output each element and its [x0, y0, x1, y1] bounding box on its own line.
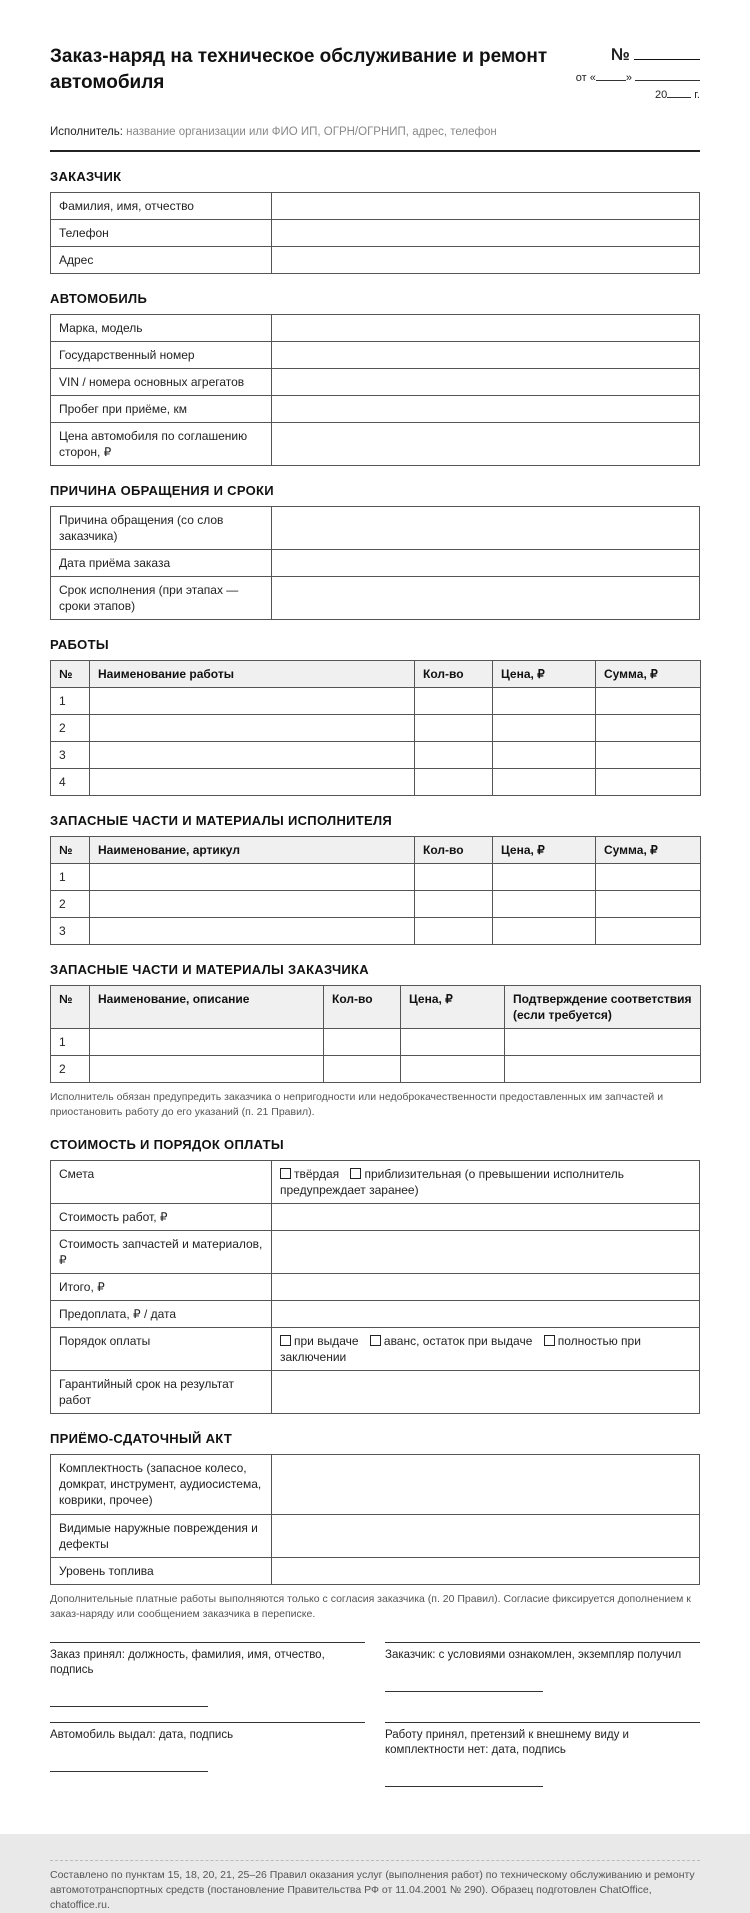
- row-number: 2: [51, 715, 90, 742]
- section-title-parts-executor: ЗАПАСНЫЕ ЧАСТИ И МАТЕРИАЛЫ ИСПОЛНИТЕЛЯ: [50, 813, 393, 828]
- pay-full-label: полностью при заключении: [280, 1334, 641, 1364]
- table-row: [51, 1558, 700, 1585]
- row-number: 2: [51, 1056, 90, 1083]
- conformity-cell[interactable]: [505, 1056, 701, 1083]
- parts-executor-table: [50, 836, 701, 945]
- number-blank: [634, 46, 700, 60]
- sig-order-accepted-line[interactable]: [50, 1706, 208, 1707]
- qty-cell[interactable]: [324, 1056, 401, 1083]
- car-plate-label: Государственный номер: [51, 342, 272, 369]
- table-row: [51, 1029, 701, 1056]
- day-blank: [596, 70, 626, 81]
- table-row: [51, 507, 700, 550]
- table-row: [51, 1274, 700, 1301]
- col-header-number: №: [51, 661, 90, 688]
- payment-table: [50, 1160, 700, 1414]
- works-table: [50, 660, 701, 796]
- sum-cell[interactable]: [596, 688, 701, 715]
- row-number: 3: [51, 742, 90, 769]
- col-header-price: Цена, ₽: [493, 837, 596, 864]
- table-row: [51, 1204, 700, 1231]
- reason-field[interactable]: [272, 507, 700, 550]
- col-header-conformity: Подтверждение соответствия (если требуется): [505, 986, 701, 1029]
- table-row: [51, 1455, 700, 1515]
- price-cell[interactable]: [401, 1056, 505, 1083]
- warranty-field[interactable]: [272, 1371, 700, 1414]
- executor-line: [50, 126, 700, 138]
- car-model-label: Марка, модель: [51, 315, 272, 342]
- pay-full-checkbox[interactable]: [544, 1335, 555, 1346]
- table-row: [51, 918, 701, 945]
- estimate-approx-label: приблизительная (о превышении исполнитель предупреждает заранее): [280, 1167, 624, 1197]
- payment-order-options: [272, 1328, 700, 1371]
- parts-customer-note: Исполнитель обязан предупредить заказчика о непригодности или недоброкачественности предоставленных им запчастей и приостановить работу до его указаний (п. 21 Правил).: [50, 1091, 664, 1118]
- table-row: [51, 688, 701, 715]
- price-cell[interactable]: [493, 769, 596, 796]
- price-cell[interactable]: [493, 891, 596, 918]
- col-header-qty: Кол-во: [415, 661, 493, 688]
- month-blank: [635, 70, 700, 81]
- deadline-label: Срок исполнения (при этапах — сроки этапов): [51, 577, 272, 620]
- total-field[interactable]: [272, 1274, 700, 1301]
- table-row: [51, 423, 700, 466]
- car-mileage-label: Пробег при приёме, км: [51, 396, 272, 423]
- customer-fio-field[interactable]: [272, 193, 700, 220]
- order-date-field[interactable]: [272, 550, 700, 577]
- table-row: [51, 315, 700, 342]
- price-cell[interactable]: [493, 688, 596, 715]
- col-header-sum: Сумма, ₽: [596, 837, 701, 864]
- car-vin-label: VIN / номера основных агрегатов: [51, 369, 272, 396]
- estimate-firm-checkbox[interactable]: [280, 1168, 291, 1179]
- sum-cell[interactable]: [596, 742, 701, 769]
- table-row: [51, 891, 701, 918]
- col-header-number: №: [51, 986, 90, 1029]
- customer-phone-field[interactable]: [272, 220, 700, 247]
- section-title-act: ПРИЁМО-СДАТОЧНЫЙ АКТ: [50, 1431, 233, 1446]
- act-table: [50, 1454, 700, 1585]
- pay-on-delivery-checkbox[interactable]: [280, 1335, 291, 1346]
- order-year: [550, 87, 700, 102]
- table-row: [51, 342, 700, 369]
- customer-address-label: Адрес: [51, 247, 272, 274]
- table-row: [51, 396, 700, 423]
- header-divider: [50, 150, 700, 152]
- parts-cost-label: Стоимость запчастей и материалов, ₽: [51, 1231, 272, 1274]
- description-cell[interactable]: [90, 1029, 324, 1056]
- order-date-label: Дата приёма заказа: [51, 550, 272, 577]
- works-cost-label: Стоимость работ, ₽: [51, 1204, 272, 1231]
- executor-placeholder: название организации или ФИО ИП, ОГРН/ОГРНИП, адрес, телефон: [126, 126, 497, 138]
- document-header: [50, 44, 700, 114]
- estimate-firm-label: твёрдая: [294, 1167, 340, 1181]
- sum-cell[interactable]: [596, 769, 701, 796]
- customer-fio-label: Фамилия, имя, отчество: [51, 193, 272, 220]
- pay-advance-checkbox[interactable]: [370, 1335, 381, 1346]
- prepayment-field[interactable]: [272, 1301, 700, 1328]
- table-row: [51, 769, 701, 796]
- qty-cell[interactable]: [324, 1029, 401, 1056]
- section-title-works: РАБОТЫ: [50, 637, 109, 652]
- sum-cell[interactable]: [596, 891, 701, 918]
- table-row: [51, 550, 700, 577]
- parts-customer-table: [50, 985, 701, 1083]
- sig-car-issued: Автомобиль выдал: дата, подпись: [50, 1722, 365, 1743]
- total-label: Итого, ₽: [51, 1274, 272, 1301]
- row-number: 2: [51, 891, 90, 918]
- executor-label: Исполнитель:: [50, 126, 123, 138]
- customer-table: [50, 192, 700, 274]
- order-date: [550, 70, 700, 85]
- table-header-row: [51, 986, 701, 1029]
- table-row: [51, 1515, 700, 1558]
- row-number: 4: [51, 769, 90, 796]
- car-price-label: Цена автомобиля по соглашению сторон, ₽: [51, 423, 272, 466]
- price-cell[interactable]: [493, 715, 596, 742]
- sum-cell[interactable]: [596, 715, 701, 742]
- qty-cell[interactable]: [415, 864, 493, 891]
- table-header-row: [51, 661, 701, 688]
- damages-field[interactable]: [272, 1515, 700, 1558]
- work-name-cell[interactable]: [90, 769, 415, 796]
- qty-cell[interactable]: [415, 742, 493, 769]
- sig-car-issued-line[interactable]: [50, 1771, 208, 1772]
- car-mileage-field[interactable]: [272, 396, 700, 423]
- order-number: [550, 44, 700, 66]
- document-title: Заказ-наряд на техническое обслуживание и ремонт автомобиля: [50, 46, 548, 93]
- signatures-block: [50, 1630, 700, 1852]
- part-name-cell[interactable]: [90, 864, 415, 891]
- sig-customer-agree-line[interactable]: [385, 1691, 543, 1692]
- customer-address-field[interactable]: [272, 247, 700, 274]
- table-header-row: [51, 837, 701, 864]
- section-title-reason: ПРИЧИНА ОБРАЩЕНИЯ И СРОКИ: [50, 483, 274, 498]
- number-sign: №: [611, 45, 630, 64]
- col-header-part-name: Наименование, артикул: [90, 837, 415, 864]
- work-name-cell[interactable]: [90, 742, 415, 769]
- qty-cell[interactable]: [415, 769, 493, 796]
- date-quote-close: »: [625, 72, 632, 84]
- section-title-payment: СТОИМОСТЬ И ПОРЯДОК ОПЛАТЫ: [50, 1137, 284, 1152]
- col-header-price: Цена, ₽: [401, 986, 505, 1029]
- col-header-price: Цена, ₽: [493, 661, 596, 688]
- works-cost-field[interactable]: [272, 1204, 700, 1231]
- table-row: [51, 864, 701, 891]
- sum-cell[interactable]: [596, 918, 701, 945]
- col-header-sum: Сумма, ₽: [596, 661, 701, 688]
- prepayment-label: Предоплата, ₽ / дата: [51, 1301, 272, 1328]
- col-header-qty: Кол-во: [324, 986, 401, 1029]
- estimate-options: [272, 1161, 700, 1204]
- table-row: [51, 247, 700, 274]
- year-prefix: 20: [654, 89, 668, 101]
- price-cell[interactable]: [493, 742, 596, 769]
- table-row: [51, 220, 700, 247]
- deadline-field[interactable]: [272, 577, 700, 620]
- part-name-cell[interactable]: [90, 918, 415, 945]
- customer-phone-label: Телефон: [51, 220, 272, 247]
- reason-table: [50, 506, 700, 620]
- qty-cell[interactable]: [415, 715, 493, 742]
- section-title-parts-customer: ЗАПАСНЫЕ ЧАСТИ И МАТЕРИАЛЫ ЗАКАЗЧИКА: [50, 962, 369, 977]
- section-title-customer: ЗАКАЗЧИК: [50, 169, 122, 184]
- section-title-car: АВТОМОБИЛЬ: [50, 291, 148, 306]
- table-row: [51, 715, 701, 742]
- damages-label: Видимые наружные повреждения и дефекты: [51, 1515, 272, 1558]
- car-model-field[interactable]: [272, 315, 700, 342]
- pay-on-delivery-label: при выдаче: [294, 1334, 359, 1348]
- table-row: [51, 1301, 700, 1328]
- row-number: 1: [51, 1029, 90, 1056]
- row-number: 1: [51, 864, 90, 891]
- act-note: Дополнительные платные работы выполняются только с согласия заказчика (п. 20 Правил). Согласие фиксируется дополнением к заказ-наряду или сообщением заказчика в переписке.: [50, 1593, 691, 1620]
- price-cell[interactable]: [401, 1029, 505, 1056]
- col-header-work-name: Наименование работы: [90, 661, 415, 688]
- row-number: 3: [51, 918, 90, 945]
- reason-label: Причина обращения (со слов заказчика): [51, 507, 272, 550]
- fuel-level-field[interactable]: [272, 1558, 700, 1585]
- part-name-cell[interactable]: [90, 891, 415, 918]
- warranty-label: Гарантийный срок на результат работ: [51, 1371, 272, 1414]
- date-from-label: от «: [575, 72, 596, 84]
- car-plate-field[interactable]: [272, 342, 700, 369]
- work-name-cell[interactable]: [90, 688, 415, 715]
- qty-cell[interactable]: [415, 891, 493, 918]
- description-cell[interactable]: [90, 1056, 324, 1083]
- table-row: [51, 1328, 700, 1371]
- car-table: [50, 314, 700, 466]
- payment-order-label: Порядок оплаты: [51, 1328, 272, 1371]
- year-suffix: г.: [694, 89, 700, 101]
- car-price-field[interactable]: [272, 423, 700, 466]
- document-content: [50, 44, 700, 1913]
- row-number: 1: [51, 688, 90, 715]
- estimate-label: Смета: [51, 1161, 272, 1204]
- pay-advance-label: аванс, остаток при выдаче: [383, 1334, 533, 1348]
- document-footer: Составлено по пунктам 15, 18, 20, 21, 25–26 Правил оказания услуг (выполнения работ) по техническому обслуживанию и ремонту автомототранспортных средств (постановление Правительства РФ от 11.04.2001 № 290). Образец подготовлен ChatOffice, chatoffice.ru.: [50, 1860, 700, 1913]
- sig-customer-agree: Заказчик: с условиями ознакомлен, экземпляр получил: [385, 1642, 700, 1663]
- qty-cell[interactable]: [415, 688, 493, 715]
- completeness-field[interactable]: [272, 1455, 700, 1515]
- work-name-cell[interactable]: [90, 715, 415, 742]
- car-vin-field[interactable]: [272, 369, 700, 396]
- col-header-qty: Кол-во: [415, 837, 493, 864]
- sig-order-accepted: Заказ принял: должность, фамилия, имя, отчество, подпись: [50, 1642, 365, 1678]
- table-row: [51, 1056, 701, 1083]
- parts-cost-field[interactable]: [272, 1231, 700, 1274]
- conformity-cell[interactable]: [505, 1029, 701, 1056]
- completeness-label: Комплектность (запасное колесо, домкрат, инструмент, аудиосистема, коврики, прочее): [51, 1455, 272, 1515]
- order-number-block: [550, 44, 700, 102]
- qty-cell[interactable]: [415, 918, 493, 945]
- col-header-number: №: [51, 837, 90, 864]
- sig-work-accepted-line[interactable]: [385, 1786, 543, 1787]
- table-row: [51, 369, 700, 396]
- price-cell[interactable]: [493, 864, 596, 891]
- estimate-approx-checkbox[interactable]: [350, 1168, 361, 1179]
- price-cell[interactable]: [493, 918, 596, 945]
- sum-cell[interactable]: [596, 864, 701, 891]
- table-row: [51, 1161, 700, 1204]
- table-row: [51, 193, 700, 220]
- fuel-level-label: Уровень топлива: [51, 1558, 272, 1585]
- sig-work-accepted: Работу принял, претензий к внешнему виду и комплектности нет: дата, подпись: [385, 1722, 700, 1758]
- table-row: [51, 742, 701, 769]
- table-row: [51, 1371, 700, 1414]
- year-blank: [667, 87, 691, 98]
- col-header-description: Наименование, описание: [90, 986, 324, 1029]
- table-row: [51, 577, 700, 620]
- table-row: [51, 1231, 700, 1274]
